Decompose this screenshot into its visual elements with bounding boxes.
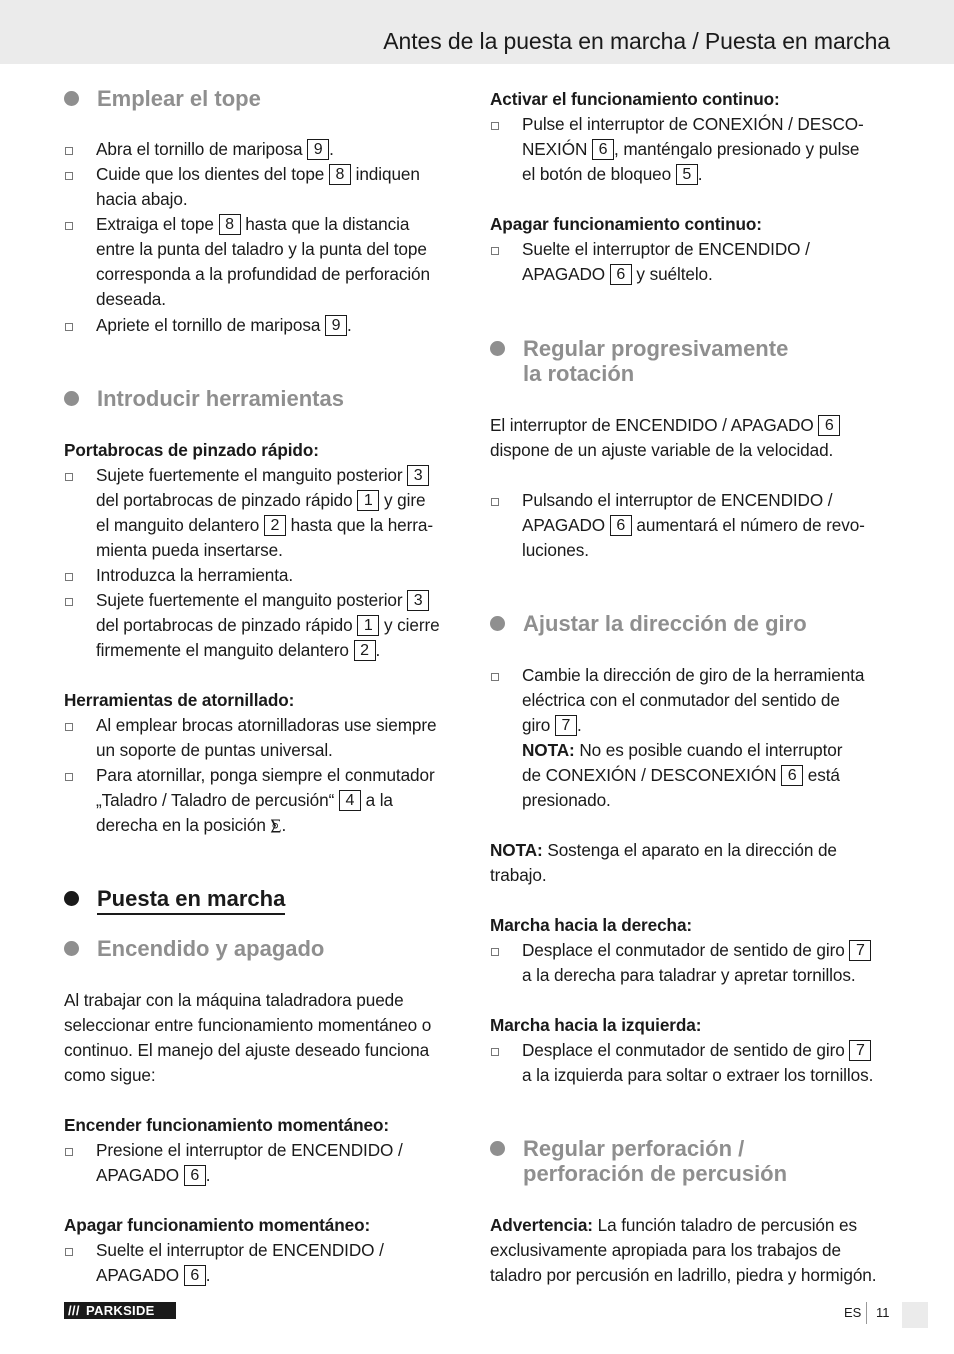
list-item: Presione el interruptor de ENCENDIDO / APAGADO 6 . xyxy=(64,1138,458,1188)
heading-emplear-tope: Emplear el tope xyxy=(64,86,458,111)
heading-regular-rotacion: Regular progresivamente la rotación xyxy=(490,336,890,386)
bullet-dot-icon xyxy=(64,391,79,406)
list-item: Suelte el interruptor de ENCENDIDO / APAGADO 6 . xyxy=(64,1238,458,1288)
checkbox-bullet-icon xyxy=(65,773,73,781)
bullet-dot-icon xyxy=(490,1141,505,1156)
list-item: Cambie la dirección de giro de la herramienta eléctrica con el conmutador del sentido de giro 7 . NOTA: No es posible cuando el interruptor de CONEXIÓN / DESCONEXIÓN 6 está presionado. xyxy=(490,663,890,813)
ref-number: 6 xyxy=(781,765,803,786)
subheading: Encender funcionamiento momentáneo: xyxy=(64,1115,390,1135)
list-item: Desplace el conmutador de sentido de giro 7 a la izquierda para soltar o extraer los tornillos. xyxy=(490,1038,890,1088)
ref-number: 9 xyxy=(307,139,329,160)
list-item: Extraiga el tope 8 hasta que la distancia entre la punta del taladro y la punta del tope corresponda a la profundidad de perforación deseada. xyxy=(64,212,458,312)
warning-paragraph: Advertencia: La función taladro de percusión es exclusivamente apropiada para los trabajos de taladro por percusión en ladrillo, piedra y hormigón. xyxy=(490,1215,877,1285)
list-item: Sujete fuertemente el manguito posterior 3 del portabrocas de pinzado rápido 1 y cierre firmemente el manguito delantero 2 . xyxy=(64,588,458,663)
heading-introducir-herramientas: Introducir herramientas xyxy=(64,386,458,411)
list-item: Pulse el interruptor de CONEXIÓN / DESCO- NEXIÓN 6 , manténgalo presionado y pulse el botón de bloqueo 5 . xyxy=(490,112,890,187)
checkbox-bullet-icon xyxy=(491,498,499,506)
ref-number: 3 xyxy=(407,465,429,486)
heading-puesta-en-marcha: Puesta en marcha xyxy=(64,886,458,911)
list-item: Introduzca la herramienta. xyxy=(64,563,458,588)
ref-number: 3 xyxy=(407,590,429,611)
paragraph: Al trabajar con la máquina taladradora puede seleccionar entre funcionamiento momentáneo o continuo. El manejo del ajuste deseado funciona como sigue: xyxy=(64,990,432,1085)
note-paragraph: NOTA: Sostenga el aparato en la dirección de trabajo. xyxy=(490,840,837,885)
bullet-dot-icon xyxy=(64,91,79,106)
screw-mode-icon: ⨊ xyxy=(270,815,282,835)
list-item: Suelte el interruptor de ENCENDIDO / APAGADO 6 y suéltelo. xyxy=(490,237,890,287)
list-item: Apriete el tornillo de mariposa 9 . xyxy=(64,313,458,338)
ref-number: 6 xyxy=(610,515,632,536)
ref-number: 2 xyxy=(354,640,376,661)
checkbox-bullet-icon xyxy=(491,122,499,130)
heading-encendido-apagado: Encendido y apagado xyxy=(64,936,458,961)
subheading: Marcha hacia la derecha: xyxy=(490,915,693,935)
checkbox-bullet-icon xyxy=(65,598,73,606)
ref-number: 1 xyxy=(357,615,379,636)
ref-number: 8 xyxy=(219,214,241,235)
checkbox-bullet-icon xyxy=(491,1048,499,1056)
subheading: Activar el funcionamiento continuo: xyxy=(490,89,780,109)
brand-logo: /// PARKSIDE xyxy=(64,1302,176,1319)
ref-number: 8 xyxy=(329,164,351,185)
list-item: Abra el tornillo de mariposa 9 . xyxy=(64,137,458,162)
checkbox-bullet-icon xyxy=(65,723,73,731)
checkbox-bullet-icon xyxy=(491,673,499,681)
page-number: 11 xyxy=(876,1305,890,1320)
logo-stripes-icon: /// xyxy=(68,1303,80,1318)
ref-number: 6 xyxy=(592,139,614,160)
paragraph: El interruptor de ENCENDIDO / APAGADO 6 dispone de un ajuste variable de la velocidad. xyxy=(490,413,890,463)
subheading: Marcha hacia la izquierda: xyxy=(490,1015,702,1035)
ref-number: 6 xyxy=(184,1165,206,1186)
checkbox-bullet-icon xyxy=(65,1148,73,1156)
checkbox-bullet-icon xyxy=(65,147,73,155)
ref-number: 6 xyxy=(818,415,840,436)
list-item: Cuide que los dientes del tope 8 indiquen hacia abajo. xyxy=(64,162,458,212)
subheading: Apagar funcionamiento momentáneo: xyxy=(64,1215,371,1235)
bullet-dot-icon xyxy=(64,891,79,906)
checkbox-bullet-icon xyxy=(65,473,73,481)
language-code: ES xyxy=(844,1305,862,1320)
ref-number: 2 xyxy=(264,515,286,536)
subheading: Herramientas de atornillado: xyxy=(64,690,295,710)
ref-number: 5 xyxy=(676,164,698,185)
subheading: Portabrocas de pinzado rápido: xyxy=(64,440,319,460)
ref-number: 9 xyxy=(325,315,347,336)
heading-regular-perforacion: Regular perforación / perforación de percusión xyxy=(490,1136,890,1186)
checkbox-bullet-icon xyxy=(65,573,73,581)
page-title: Antes de la puesta en marcha / Puesta en marcha xyxy=(383,28,890,54)
ref-number: 6 xyxy=(610,264,632,285)
checkbox-bullet-icon xyxy=(65,323,73,331)
ref-number: 7 xyxy=(555,715,577,736)
list-item: Al emplear brocas atornilladoras use siempre un soporte de puntas universal. xyxy=(64,713,458,763)
footer-divider xyxy=(866,1302,867,1324)
checkbox-bullet-icon xyxy=(65,222,73,230)
list-item: Para atornillar, ponga siempre el conmutador „Taladro / Taladro de percusión“ 4 a la derecha en la posición ⨊. xyxy=(64,763,458,838)
bullet-dot-icon xyxy=(490,341,505,356)
heading-direccion-giro: Ajustar la dirección de giro xyxy=(490,611,890,636)
ref-number: 4 xyxy=(339,790,361,811)
ref-number: 1 xyxy=(357,490,379,511)
ref-number: 7 xyxy=(849,1040,871,1061)
list-item: Desplace el conmutador de sentido de giro 7 a la derecha para taladrar y apretar tornillos. xyxy=(490,938,890,988)
list-item: Sujete fuertemente el manguito posterior 3 del portabrocas de pinzado rápido 1 y gire el manguito delantero 2 hasta que la herra- mienta pueda insertarse. xyxy=(64,463,458,563)
checkbox-bullet-icon xyxy=(65,172,73,180)
subheading: Apagar funcionamiento continuo: xyxy=(490,214,762,234)
ref-number: 7 xyxy=(849,940,871,961)
bullet-dot-icon xyxy=(64,941,79,956)
bullet-dot-icon xyxy=(490,616,505,631)
checkbox-bullet-icon xyxy=(491,247,499,255)
checkbox-bullet-icon xyxy=(65,1248,73,1256)
footer-tab xyxy=(902,1302,928,1328)
list-item: Pulsando el interruptor de ENCENDIDO / APAGADO 6 aumentará el número de revo- luciones. xyxy=(490,488,890,563)
checkbox-bullet-icon xyxy=(491,948,499,956)
ref-number: 6 xyxy=(184,1265,206,1286)
